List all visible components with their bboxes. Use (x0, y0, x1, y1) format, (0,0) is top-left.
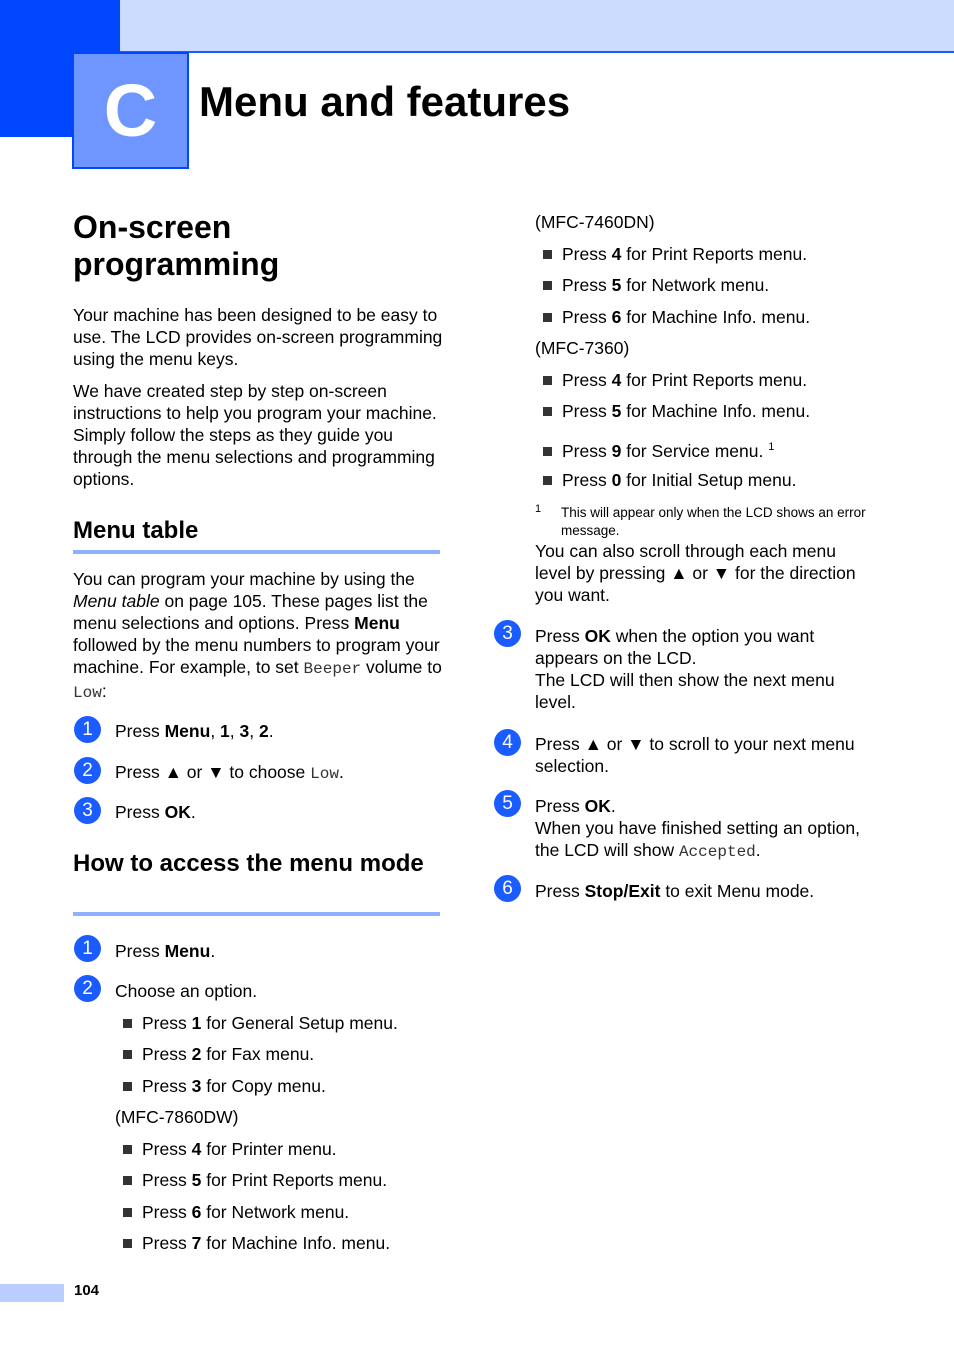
intro-paragraph-1: Your machine has been designed to be easy to use. The LCD provides on-screen programming using the menu keys. (73, 305, 443, 369)
list-item: Press 3 for Copy menu. (123, 1075, 326, 1097)
model-label: (MFC-7860DW) (115, 1107, 239, 1127)
step-number: 4 (494, 729, 521, 756)
step-text: Press Menu. (115, 941, 216, 961)
list-item: Press 7 for Machine Info. menu. (123, 1232, 390, 1254)
step-number: 3 (494, 620, 521, 647)
list-item: Press 9 for Service menu. $^1$ (543, 436, 774, 462)
page-number: 104 (74, 1282, 100, 1299)
list-item: Press 2 for Fax menu. (123, 1043, 314, 1065)
section-title: On-screen programming (73, 209, 280, 282)
step-text: Press Stop/Exit to exit Menu mode. (535, 881, 815, 901)
model-label: (MFC-7460DN) (535, 212, 655, 232)
header-line (120, 51, 954, 53)
step-number: 2 (74, 975, 101, 1002)
list-item: Press 6 for Machine Info. menu. (543, 306, 810, 328)
step-text: Press ▲ or ▼ to scroll to your next menu selection. (535, 734, 855, 776)
menu-table-rule (73, 550, 440, 554)
footnote-ref: 1 (768, 441, 775, 453)
step-text: Press ▲ or ▼ to choose Low. (115, 762, 344, 783)
access-rule (73, 912, 440, 916)
footnote-mark: 1 (535, 503, 542, 515)
list-item: Press 5 for Network menu. (543, 274, 769, 296)
scroll-paragraph: You can also scroll through each menu level by pressing ▲ or ▼ for the direction you want. (535, 541, 856, 605)
menu-table-paragraph: You can program your machine by using the Menu table on page 105. These pages list the menu selections and options. Press Menu followed by the menu numbers to program your machine. For example, to set Beeper volume to Low: (73, 569, 442, 702)
step-number: 3 (74, 797, 101, 824)
list-item: Press 6 for Network menu. (123, 1201, 349, 1223)
model-label: (MFC-7360) (535, 338, 630, 358)
step-text: Press OK. When you have finished setting an option, the LCD will show Accepted. (535, 796, 860, 861)
step-number: 2 (74, 757, 101, 784)
list-item: Press 5 for Machine Info. menu. (543, 400, 810, 422)
step-text: Press OK. (115, 802, 196, 822)
step-text: Choose an option. (115, 981, 258, 1001)
list-item: Press 5 for Print Reports menu. (123, 1169, 387, 1191)
list-item: Press 4 for Print Reports menu. (543, 243, 807, 265)
footnote-text: This will appear only when the LCD shows an error message. (561, 505, 866, 538)
step-number: 1 (74, 935, 101, 962)
step-text: Press Menu, 1, 3, 2. (115, 721, 274, 741)
menu-table-heading: Menu table (73, 517, 199, 544)
step-text: Press OK when the option you want appears on the LCD. The LCD will then show the next menu level. (535, 626, 835, 712)
list-item: Press 4 for Printer menu. (123, 1138, 337, 1160)
header-band (0, 0, 954, 52)
step-number: 6 (494, 875, 521, 902)
list-item: Press 4 for Print Reports menu. (543, 369, 807, 391)
chapter-title: Menu and features (199, 78, 571, 125)
page-number-band (0, 1284, 64, 1302)
intro-paragraph-2: We have created step by step on-screen instructions to help you program your machine. Simply follow the steps as they guide you through the menu selections and programming options. (73, 381, 437, 489)
step-number: 1 (74, 716, 101, 743)
list-item: Press 1 for General Setup menu. (123, 1012, 398, 1034)
chapter-letter: C (72, 52, 189, 169)
list-item: Press 0 for Initial Setup menu. (543, 469, 796, 491)
step-number: 5 (494, 790, 521, 817)
access-heading: How to access the menu mode (73, 850, 424, 877)
